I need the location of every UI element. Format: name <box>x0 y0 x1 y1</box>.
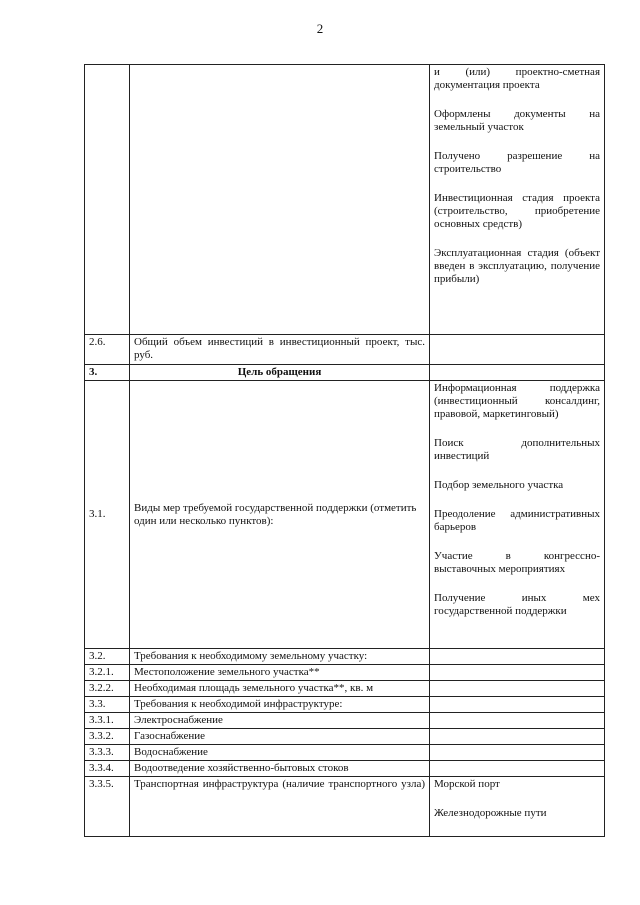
option-land-documents[interactable]: Оформлены документы на земельный участок <box>434 108 600 133</box>
table-row <box>85 381 605 649</box>
option-additional-investment[interactable]: Поиск дополнительных инвестиций <box>434 437 600 462</box>
table-row <box>85 649 605 665</box>
value-cell[interactable] <box>430 729 605 745</box>
option-exhibitions[interactable]: Участие в конгрессно-выставочных мероприятиях <box>434 550 600 575</box>
row-number: 3.3.2. <box>85 729 130 745</box>
investment-volume-field[interactable] <box>430 335 605 365</box>
option-operational-stage[interactable]: Эксплуатационная стадия (объект введен в эксплуатацию, получение прибыли) <box>434 247 600 285</box>
option-design-documentation[interactable]: и (или) проектно-сметная документация проекта <box>434 66 600 91</box>
section-title: Цель обращения <box>130 365 430 381</box>
row-description-cell <box>130 65 430 335</box>
table-row <box>85 729 605 745</box>
row-label: Электроснабжение <box>130 713 430 729</box>
row-label: Транспортная инфраструктура (наличие транспортного узла) <box>130 777 430 837</box>
table-row <box>85 335 605 365</box>
row-number: 3.2.2. <box>85 681 130 697</box>
row-label: Необходимая площадь земельного участка**, кв. м <box>130 681 430 697</box>
table-row-continued-stages <box>85 65 605 335</box>
row-number: 3.3.1. <box>85 713 130 729</box>
row-label: Местоположение земельного участка** <box>130 665 430 681</box>
table-row <box>85 681 605 697</box>
option-land-selection[interactable]: Подбор земельного участка <box>434 479 564 491</box>
value-cell[interactable] <box>430 713 605 729</box>
row-number: 3.3.3. <box>85 745 130 761</box>
option-investment-stage[interactable]: Инвестиционная стадия проекта (строительство, приобретение основных средств) <box>434 192 600 230</box>
row-number: 3.2.1. <box>85 665 130 681</box>
section-header <box>85 365 605 381</box>
option-sea-port[interactable]: Морской порт <box>434 778 500 790</box>
value-cell[interactable] <box>430 745 605 761</box>
value-cell[interactable] <box>430 665 605 681</box>
row-number: 3.3. <box>85 697 130 713</box>
row-number: 3.2. <box>85 649 130 665</box>
application-form-table <box>84 64 605 837</box>
option-administrative-barriers[interactable]: Преодоление административных барьеров <box>434 508 600 533</box>
row-label: Требования к необходимому земельному участку: <box>130 649 430 665</box>
page-number: 2 <box>316 21 324 36</box>
table-row <box>85 777 605 837</box>
table-row <box>85 761 605 777</box>
row-label: Требования к необходимой инфраструктуре: <box>130 697 430 713</box>
row-number: 2.6. <box>85 335 130 365</box>
project-stage-options <box>430 65 605 335</box>
transport-options <box>430 777 605 837</box>
section-empty-cell <box>430 365 605 381</box>
table-row <box>85 713 605 729</box>
row-label: Водоснабжение <box>130 745 430 761</box>
table-row <box>85 745 605 761</box>
row-number: 3.1. <box>85 381 130 649</box>
row-number: 3.3.4. <box>85 761 130 777</box>
row-number: 3.3.5. <box>85 777 130 837</box>
option-railway[interactable]: Железнодорожные пути <box>434 807 547 819</box>
row-label: Водоотведение хозяйственно-бытовых стоков <box>130 761 430 777</box>
row-number-cell <box>85 65 130 335</box>
value-cell[interactable] <box>430 761 605 777</box>
table-row <box>85 697 605 713</box>
value-cell[interactable] <box>430 649 605 665</box>
section-number: 3. <box>85 365 130 381</box>
row-label: Виды мер требуемой государственной поддержки (отметить один или несколько пунктов): <box>130 381 430 649</box>
value-cell[interactable] <box>430 681 605 697</box>
option-information-support[interactable]: Информационная поддержка (инвестиционный консалдинг, правовой, маркетинговый) <box>434 382 600 420</box>
option-building-permit[interactable]: Получено разрешение на строительство <box>434 150 600 175</box>
table-row <box>85 665 605 681</box>
row-label: Общий объем инвестиций в инвестиционный проект, тыс. руб. <box>130 335 430 365</box>
option-other-support[interactable]: Получение иных мех государственной поддержки <box>434 592 600 617</box>
value-cell[interactable] <box>430 697 605 713</box>
support-measure-options <box>430 381 605 649</box>
row-label: Газоснабжение <box>130 729 430 745</box>
